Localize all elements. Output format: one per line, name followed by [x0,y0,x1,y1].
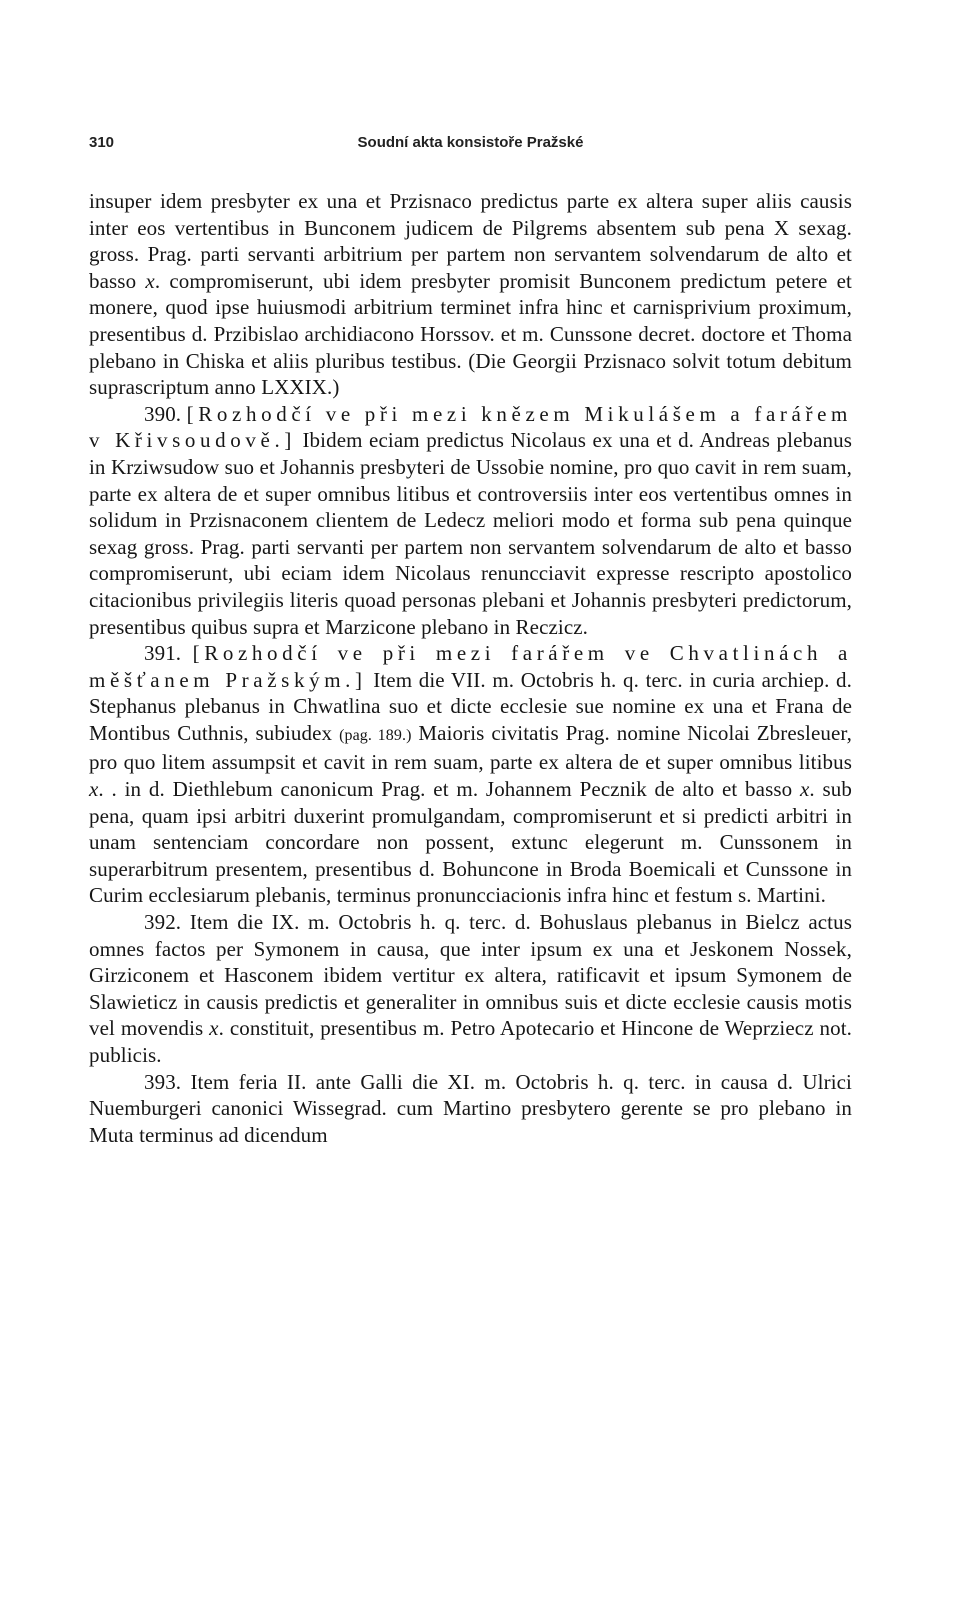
entry-393 [89,1069,852,1149]
entry-390 [89,401,852,640]
entry-text: Item die IX. m. Octobris h. q. terc. d. Bohuslaus plebanus in Bielcz actus omnes factos per Symonem in causa, que inter ipsum ex una et Jeskonem Nossek, Girziconem et Hasconem ibidem vertitur ex altera, ratificavit et ipsum Symonem de Slawieticz in causis predictis et generaliter in omnibus suis et dicte ecclesie causis motis vel movendis [89,910,852,1041]
etc-mark: x [89,777,99,802]
paragraph-text: insuper idem presbyter ex una et Przisnaco predictus parte ex altera super aliis causis inter eos vertentibus in Bunconem judicem de Pilgrems absentem sub pena X sexag. gross. Prag. parti servanti arbitrium per partem non servantem solvendarum de alto et basso [89,189,852,293]
page-reference: (pag. 189.) [339,726,412,744]
entry-text: Item feria II. ante Galli die XI. m. Octobris h. q. terc. in causa d. Ulrici Nuemburgeri canonici Wissegrad. cum Martino presbytero gerente se pro plebano in Muta terminus ad dicendum [89,1069,852,1147]
etc-mark: x [145,268,155,293]
entry-text: . constituit, presentibus m. Petro Apotecario et Hincone de Weprziecz not. publicis. [89,1016,852,1067]
entry-text: Item die VII. m. Octobris h. q. terc. in curia archiep. d. Stephanus plebanus in Chwatlina suo et dicte ecclesie sue nomine ex una et Frana de Montibus Cuthnis, subiudex [89,667,853,745]
entry-number: 391. [144,641,182,666]
entry-text: Maioris civitatis Prag. nomine Nicolai Zbresleuer, pro quo litem assumpsit et cavit in rem suam, parte ex altera de et super omnibus litibus [89,720,853,775]
paragraph-continuation [89,188,852,401]
page-header [89,134,852,156]
entry-392 [89,909,852,1069]
entry-text: . . in d. Diethlebum canonicum Prag. et m. Johannem Pecznik de alto et basso [98,777,800,802]
running-title: Soudní akta konsistoře Pražské [357,134,584,151]
entry-number: 390. [144,401,182,426]
etc-mark: x [209,1016,219,1041]
entry-number: 392. [144,910,182,935]
page-number: 310 [89,134,115,151]
entry-text: Ibidem eciam predictus Nicolaus ex una et d. Andreas plebanus in Krziwsudow suo et Johannis presbyteri de Ussobie nomine, pro quo cavit in rem suam, parte ex altera de et super omnibus litibus et controversiis inter eos vertentibus omnes in solidum in Przisnaconem clientem de Ledecz meliori modo et forma sub pena quinque sexag gross. Prag. parti servanti per partem non servantem solvendarum de alto et basso compromiserunt, ubi eciam idem Nicolaus renuncciavit expresse rescripto apostolico citacionibus privilegiis literis quoad personas plebani et Johannis presbyteri predictorum, presentibus quibus supra et Marzicone plebano in Reczicz. [89,428,853,639]
entry-number: 393. [144,1069,182,1094]
paragraph-text: . compromiserunt, ubi idem presbyter promisit Bunconem predictum petere et monere, quod ipse huiusmodi arbitrium terminet infra hinc et carnisprivium proximum, presentibus d. Przibislao archidiacono Horssov. et m. Cunssone decret. doctore et Thoma plebano in Chiska et aliis pluribus testibus. (Die Georgii Przisnaco solvit totum debitum suprascriptum anno LXXIX.) [89,268,852,400]
etc-mark: x [799,777,810,802]
entry-391 [89,640,852,909]
document-body [89,188,852,1148]
entry-text: . sub pena, quam ipsi arbitri duxerint promulgandam, compromiserunt et si predicti arbitri in unam sentenciam concordare non possent, extunc elegerunt m. Cunssonem in superarbitrum presentem, presentibus d. Bohuncone in Broda Boemicali et Cunssone in Curim ecclesiarum plebanis, terminus pronuncciacionis infra hinc et festum s. Martini. [89,777,852,908]
entry-heading: [Rozhodčí ve při mezi knězem Mikulášem a farářem v Křivsoudově.] [89,401,852,453]
entry-heading: [Rozhodčí ve při mezi farářem ve Chvatlinách a měšťanem Pražským.] [89,641,852,692]
